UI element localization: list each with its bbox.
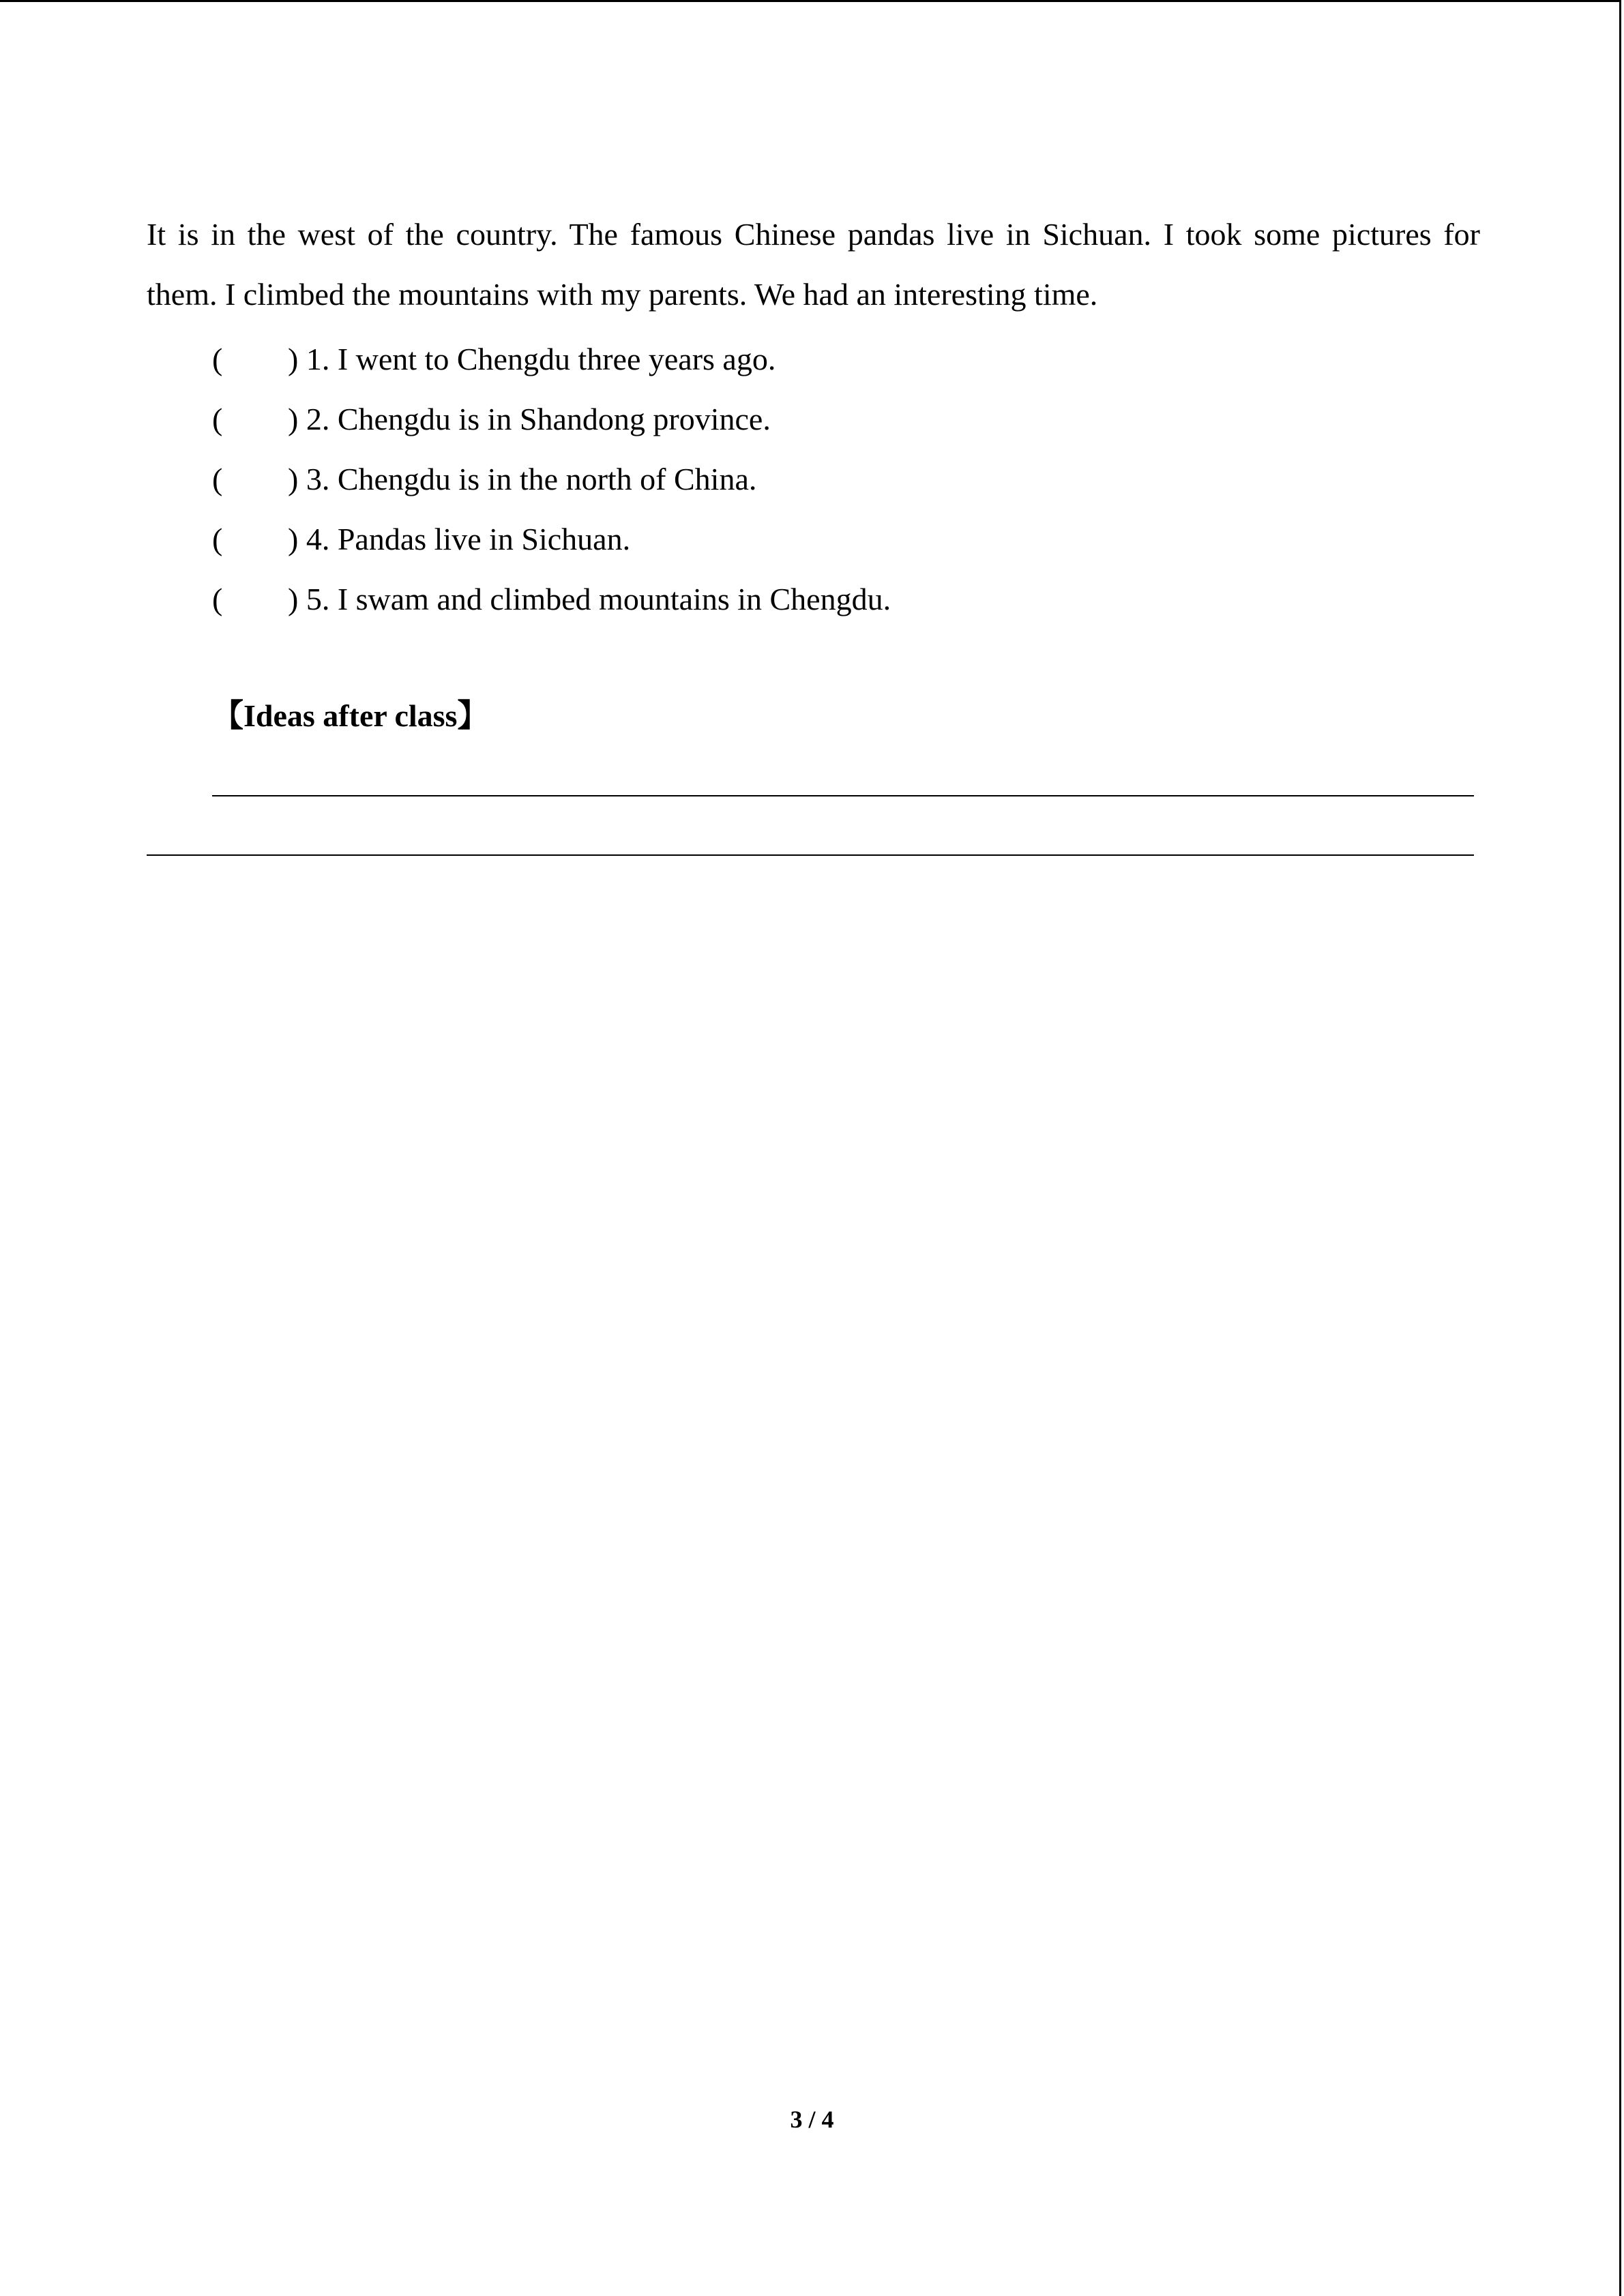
question-item (212, 509, 891, 569)
question-item (212, 569, 891, 629)
question-item (212, 329, 891, 389)
answer-paren-close: ) (288, 522, 299, 556)
answer-paren-close: ) (288, 582, 299, 616)
answer-paren-close: ) (288, 402, 299, 436)
question-text: 5. I swam and climbed mountains in Chengdu. (306, 582, 891, 616)
passage-line: them. I climbed the mountains with my parents. We had an interesting time. (147, 277, 1098, 312)
answer-paren-close: ) (288, 462, 299, 496)
reading-passage (147, 205, 1480, 325)
question-text: 1. I went to Chengdu three years ago. (306, 342, 776, 376)
page-number: 3 / 4 (790, 2106, 834, 2133)
true-false-questions (212, 329, 891, 629)
question-text: 3. Chengdu is in the north of China. (306, 462, 757, 496)
answer-paren-close: ) (288, 342, 299, 376)
answer-paren-open: ( (212, 522, 223, 556)
writing-line[interactable] (147, 854, 1474, 856)
question-item (212, 389, 891, 449)
answer-paren-open: ( (212, 462, 223, 496)
question-text: 2. Chengdu is in Shandong province. (306, 402, 771, 436)
writing-line[interactable] (212, 795, 1474, 796)
question-item (212, 449, 891, 509)
ideas-after-class-heading: 【Ideas after class】 (212, 698, 489, 733)
answer-paren-open: ( (212, 582, 223, 616)
answer-paren-open: ( (212, 342, 223, 376)
passage-line: It is in the west of the country. The famous Chinese pandas live in Sichuan. I took some pictures for (147, 217, 1480, 252)
answer-paren-open: ( (212, 402, 223, 436)
question-text: 4. Pandas live in Sichuan. (306, 522, 631, 556)
